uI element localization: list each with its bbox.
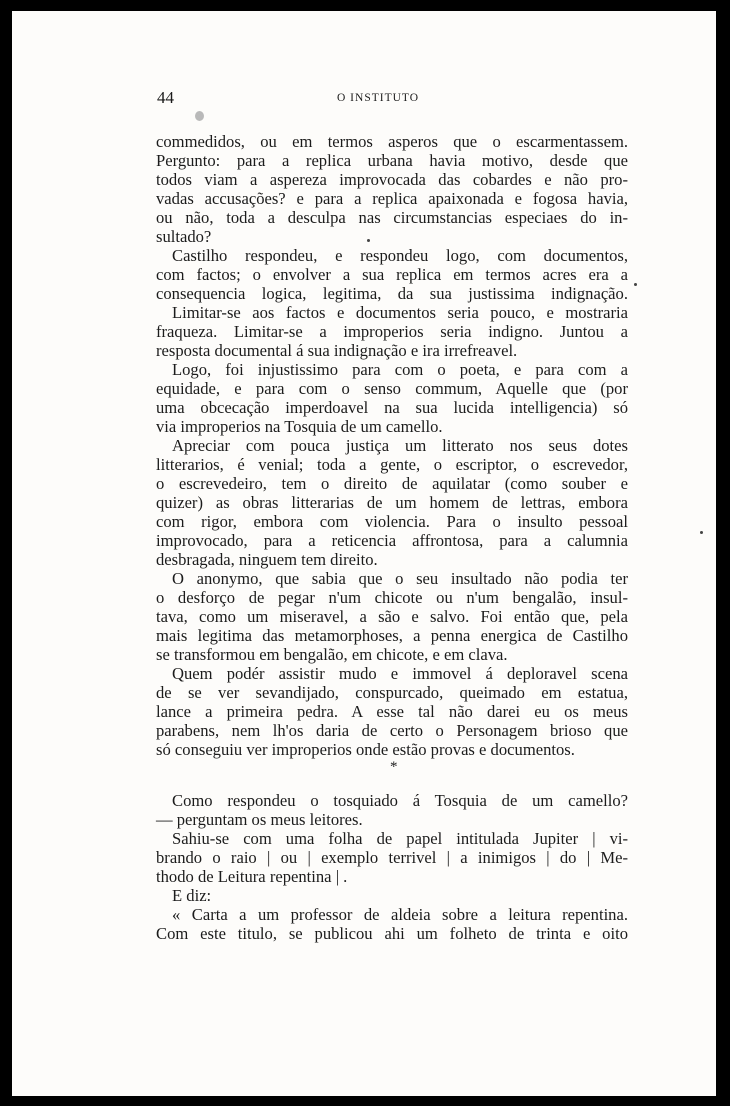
book-page: [12, 11, 716, 1096]
text-line: lance a primeira pedra. A esse tal não darei eu os meus: [156, 702, 628, 721]
text-line: sultado?: [156, 227, 212, 246]
text-line: litterarios, é venial; toda a gente, o escriptor, o escrevedor,: [156, 455, 628, 474]
text-line: com rigor, embora com violencia. Para o insulto pessoal: [156, 512, 628, 531]
text-line: improvocado, para a reticencia affrontosa, para a calumnia: [156, 531, 628, 550]
text-line: o desforço de pegar n'um chicote ou n'um bengalão, insul-: [156, 588, 628, 607]
text-line: Como respondeu o tosquiado á Tosquia de um camello?: [172, 791, 628, 810]
text-line: quizer) as obras litterarias de um homem de lettras, embora: [156, 493, 628, 512]
running-title: O INSTITUTO: [337, 92, 420, 104]
text-line: vadas accusações? e para a replica apaixonada e fogosa havia,: [156, 189, 628, 208]
text-line: o escrevedeiro, tem o direito de aquilatar (como souber e: [156, 474, 628, 493]
text-line: equidade, e para com o senso commum, Aquelle que (por: [156, 379, 628, 398]
text-line: Quem podér assistir mudo e immovel á deploravel scena: [172, 664, 628, 683]
text-line: E diz:: [172, 886, 212, 905]
text-line: consequencia logica, legitima, da sua justissima indignação.: [156, 284, 628, 303]
text-line: Apreciar com pouca justiça um litterato nos seus dotes: [172, 436, 628, 455]
text-line: Limitar-se aos factos e documentos seria pouco, e mostraria: [172, 303, 628, 322]
text-line: desbragada, ninguem tem direito.: [156, 550, 378, 569]
text-line: todos viam a aspereza improvocada das cobardes e não pro-: [156, 170, 628, 189]
body-text: [156, 132, 628, 759]
text-line: O anonymo, que sabia que o seu insultado não podia ter: [172, 569, 628, 588]
page-header: [157, 88, 627, 112]
text-line: resposta documental á sua indignação e ira irrefreavel.: [156, 341, 518, 360]
section-two-text: [156, 791, 628, 943]
margin-speck: [367, 239, 370, 242]
text-line: via improperios na Tosquia de um camello.: [156, 417, 443, 436]
text-line: só conseguiu ver improperios onde estão provas e documentos.: [156, 740, 575, 759]
text-line: « Carta a um professor de aldeia sobre a leitura repentina.: [172, 905, 628, 924]
text-line: brando o raio | ou | exemplo terrivel | a inimigos | do | Me-: [156, 848, 628, 867]
text-line: Sahiu-se com uma folha de papel intitulada Jupiter | vi-: [172, 829, 628, 848]
text-line: Com este titulo, se publicou ahi um folheto de trinta e oito: [156, 924, 628, 943]
text-line: mais legitima das metamorphoses, a penna energica de Castilho: [156, 626, 628, 645]
text-line: Castilho respondeu, e respondeu logo, com documentos,: [172, 246, 628, 265]
text-line: Logo, foi injustissimo para com o poeta, e para com a: [172, 360, 628, 379]
page-number: 44: [157, 88, 174, 107]
text-line: fraqueza. Limitar-se a improperios seria indigno. Juntou a: [156, 322, 628, 341]
text-line: thodo de Leitura repentina | .: [156, 867, 348, 886]
text-line: com factos; o envolver a sua replica em termos acres era a: [156, 265, 628, 284]
text-line: uma obcecação imperdoavel na sua lucida intelligencia) só: [156, 398, 628, 417]
ink-stain: [195, 111, 204, 121]
text-line: commedidos, ou em termos asperos que o escarmentassem.: [156, 132, 628, 151]
text-line: — perguntam os meus leitores.: [156, 810, 363, 829]
margin-speck: [700, 531, 703, 534]
text-line: Pergunto: para a replica urbana havia motivo, desde que: [156, 151, 628, 170]
text-line: se transformou em bengalão, em chicote, e em clava.: [156, 645, 508, 664]
text-line: de se ver sevandijado, conspurcado, queimado em estatua,: [156, 683, 628, 702]
text-line: ou não, toda a desculpa nas circumstancias especiaes do in-: [156, 208, 628, 227]
text-line: tava, como um miseravel, a são e salvo. Foi então que, pela: [156, 607, 628, 626]
text-line: parabens, nem lh'os daria de certo o Personagem brioso que: [156, 721, 628, 740]
section-separator: *: [390, 759, 398, 775]
margin-speck: [634, 283, 637, 286]
